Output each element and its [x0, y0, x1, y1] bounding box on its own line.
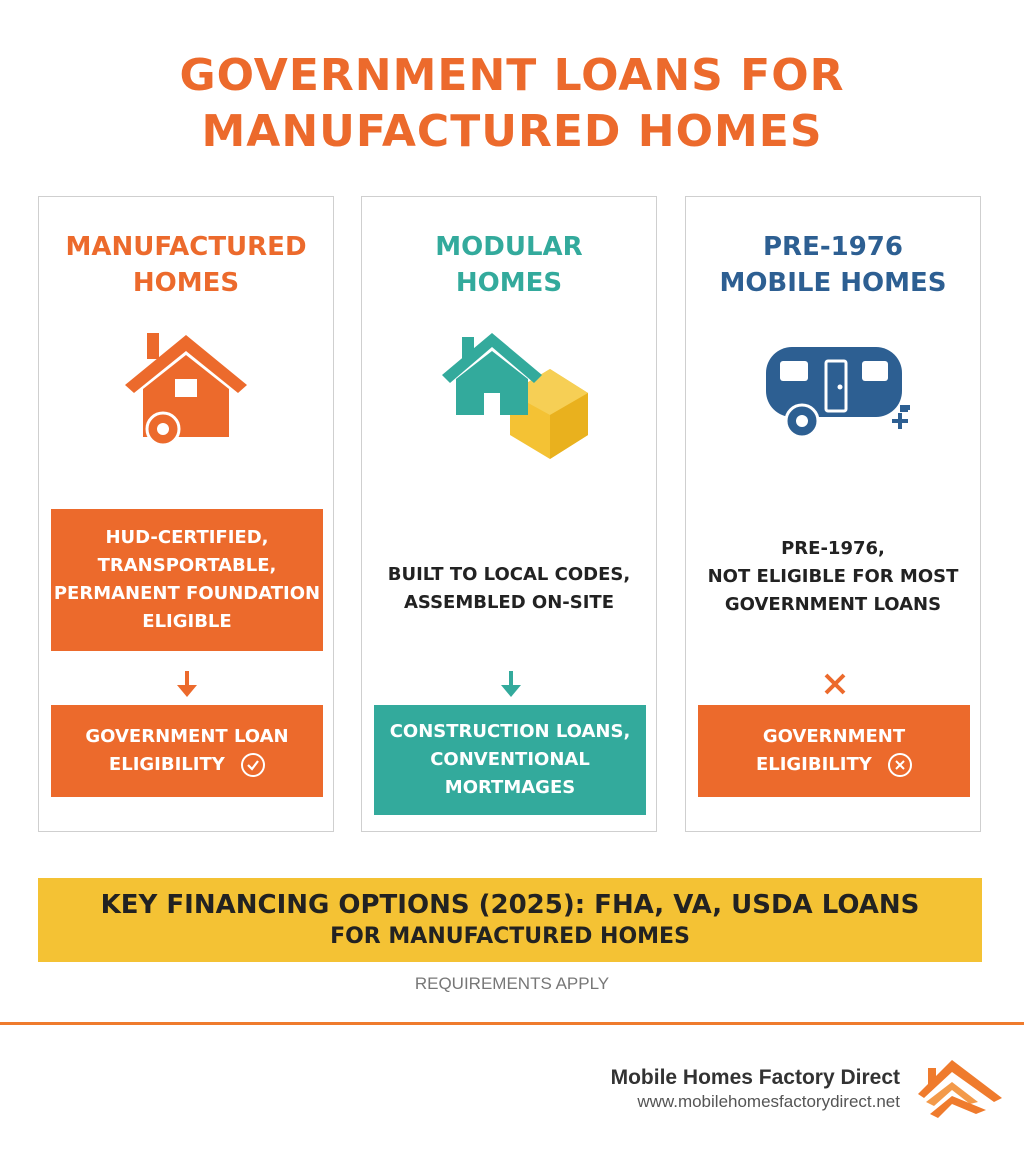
card-title-line-1: MANUFACTURED	[65, 232, 307, 262]
description-line: HUD-CERTIFIED,	[105, 527, 269, 548]
card-title	[686, 229, 980, 301]
result-box	[374, 705, 646, 815]
result-line: ELIGIBILITY	[108, 754, 225, 775]
arrow-down-icon	[175, 671, 199, 699]
title-line-2: MANUFACTURED HOMES	[201, 106, 823, 157]
description-box	[51, 509, 323, 651]
description-text	[362, 561, 656, 617]
banner-line-2: FOR MANUFACTURED HOMES	[330, 924, 690, 949]
description-text	[686, 535, 980, 619]
description-line: GOVERNMENT LOANS	[724, 594, 942, 615]
house-on-wheel-icon	[121, 329, 251, 449]
card-title-line-2: HOMES	[455, 268, 563, 298]
result-line: CONVENTIONAL	[430, 749, 590, 770]
card-title-line-2: HOMES	[132, 268, 240, 298]
description-line: BUILT TO LOCAL CODES,	[387, 564, 631, 585]
description-line: PERMANENT FOUNDATION	[53, 583, 321, 604]
description-line: PRE-1976,	[781, 538, 885, 559]
page-title	[0, 48, 1024, 160]
card-title	[362, 229, 656, 301]
card-pre-1976-mobile-homes	[685, 196, 981, 832]
description-line: ELIGIBLE	[142, 611, 232, 632]
x-mark-icon	[822, 671, 848, 697]
result-line: MORTMAGES	[444, 777, 576, 798]
house-and-box-icon	[438, 331, 588, 461]
card-manufactured-homes	[38, 196, 334, 832]
brand-name: Mobile Homes Factory Direct	[610, 1066, 900, 1089]
result-line: GOVERNMENT LOAN	[85, 726, 289, 747]
card-title-line-2: MOBILE HOMES	[719, 268, 947, 298]
arrow-down-icon	[499, 671, 523, 699]
camper-trailer-icon	[762, 343, 922, 443]
result-box	[51, 705, 323, 797]
description-line: ASSEMBLED ON-SITE	[403, 592, 615, 613]
check-circle-icon	[241, 753, 265, 777]
x-circle-icon	[888, 753, 912, 777]
result-line: GOVERNMENT	[762, 726, 906, 747]
brand-url: www.mobilehomesfactorydirect.net	[637, 1092, 900, 1111]
card-title-line-1: PRE-1976	[763, 232, 903, 262]
card-title	[39, 229, 333, 301]
description-line: NOT ELIGIBLE FOR MOST	[707, 566, 959, 587]
banner-line-1: KEY FINANCING OPTIONS (2025): FHA, VA, USDA LOANS	[100, 890, 920, 920]
roof-logo-icon	[916, 1058, 1006, 1124]
requirements-note: REQUIREMENTS APPLY	[414, 974, 610, 993]
result-line: ELIGIBILITY	[755, 754, 872, 775]
result-box	[698, 705, 970, 797]
financing-banner	[38, 878, 982, 962]
card-title-line-1: MODULAR	[435, 232, 583, 262]
footer-divider	[0, 1022, 1024, 1025]
card-modular-homes	[361, 196, 657, 832]
result-line: CONSTRUCTION LOANS,	[389, 721, 631, 742]
description-line: TRANSPORTABLE,	[97, 555, 277, 576]
title-line-1: GOVERNMENT LOANS FOR	[179, 50, 845, 101]
